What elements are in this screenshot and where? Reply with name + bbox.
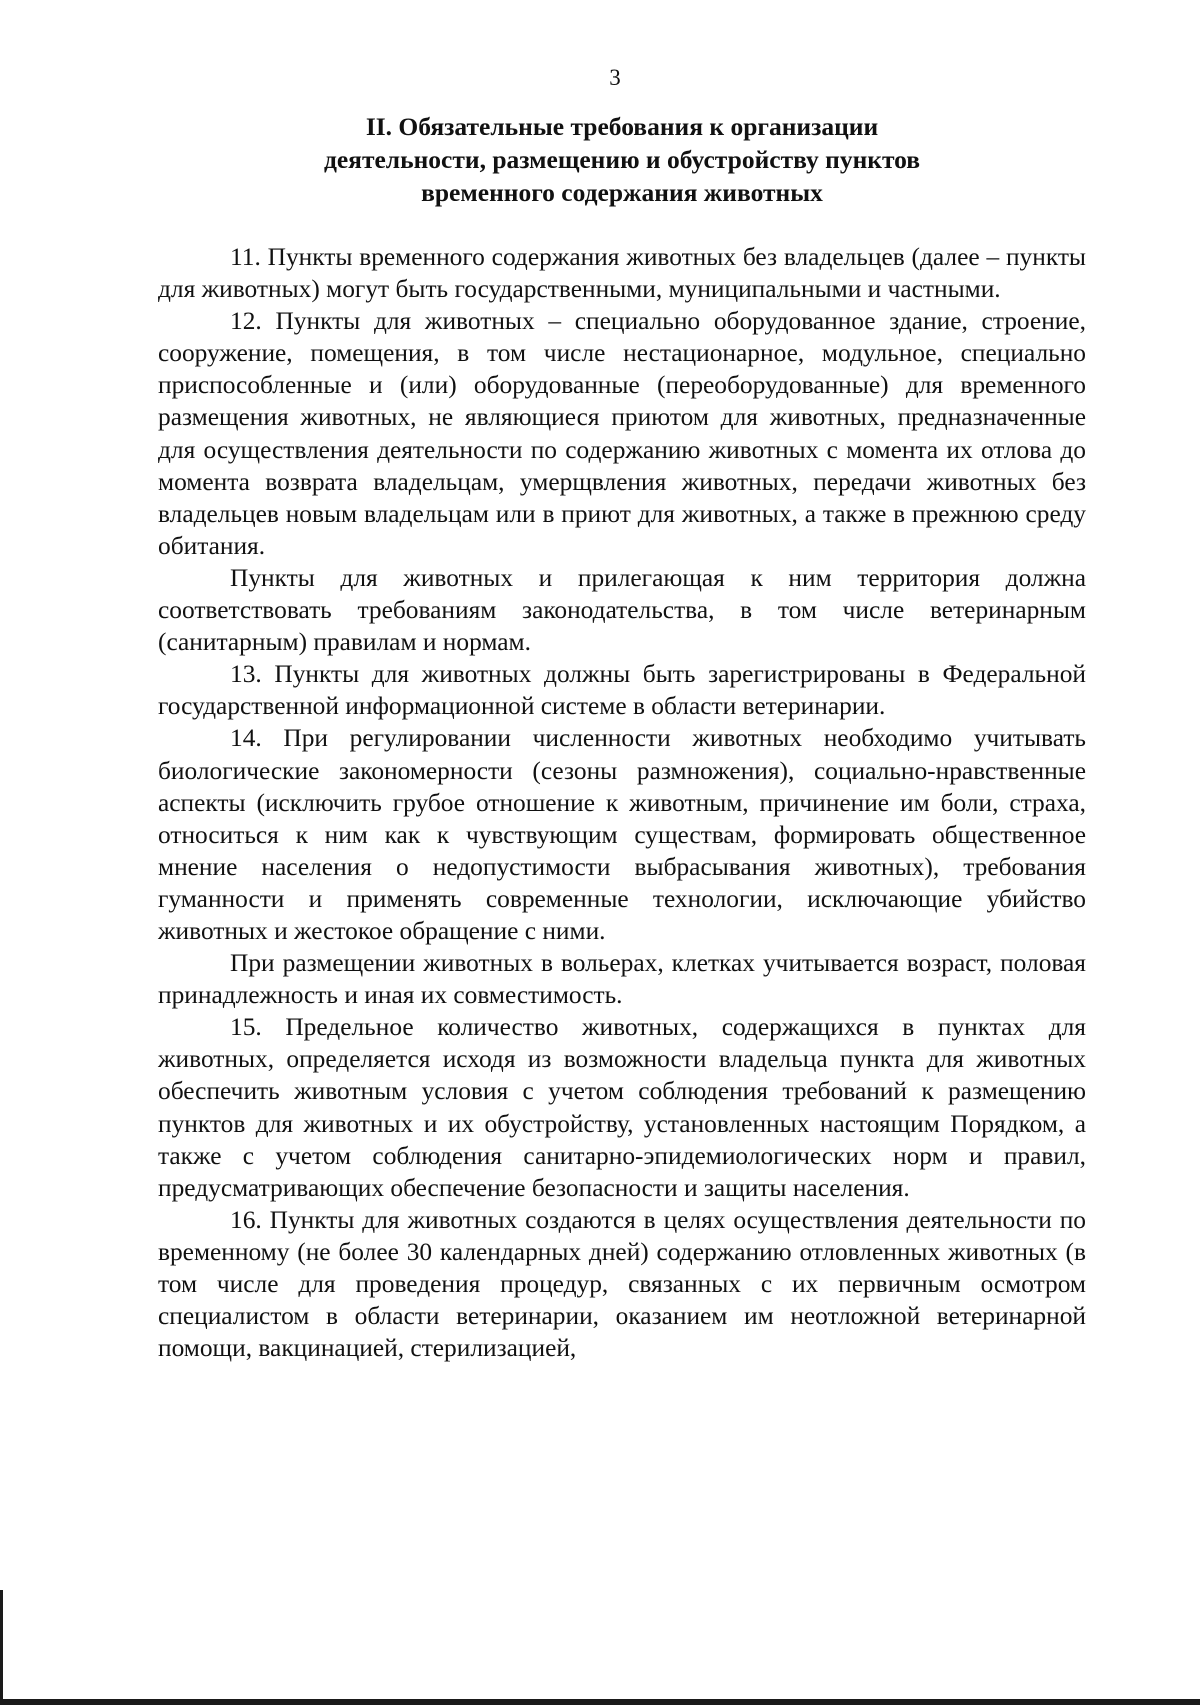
paragraph-item-13: 13. Пункты для животных должны быть зарегистрированы в Федеральной государственной информационной системе в области ветеринарии.: [158, 660, 1086, 721]
paragraph-item-14: 14. При регулировании численности животных необходимо учитывать биологические закономерности (сезоны размножения), социально-нравственные аспекты (исключить грубое отношение к животным, причинение им боли, страха, относиться к ним как к чувствующим существам, формировать общественное мнение населения о недопустимости выбрасывания животных), требования гуманности и применять современные технологии, исключающие убийство животных и жестокое обращение с ними.: [158, 724, 1086, 945]
section-heading-line-1: II. Обязательные требования к организации: [365, 112, 879, 141]
paragraph-item-12: 12. Пункты для животных – специально оборудованное здание, строение, сооружение, помещения, в том числе нестационарное, модульное, специально приспособленные и (или) оборудованные (переоборудованные) для временного размещения животных, не являющиеся приютом для животных, предназначенные для осуществления деятельности по содержанию животных с момента их отлова до момента возврата владельцам, умерщвления животных, передачи животных без владельцев новым владельцам или в приют для животных, а также в прежнюю среду обитания.: [158, 307, 1086, 560]
section-heading: [158, 110, 1086, 209]
paragraph-item-14-enclosures: При размещении животных в вольерах, клетках учитывается возраст, половая принадлежность и иная их совместимость.: [158, 949, 1086, 1010]
page-number: 3: [609, 65, 621, 90]
section-heading-line-2: деятельности, размещению и обустройству пунктов: [323, 145, 921, 174]
paragraph-item-16: 16. Пункты для животных создаются в целях осуществления деятельности по временному (не более 30 календарных дней) содержанию отловленных животных (в том числе для проведения процедур, связанных с их первичным осмотром специалистом в области ветеринарии, оказанием им неотложной ветеринарной помощи, вакцинацией, стерилизацией,: [158, 1205, 1086, 1363]
paragraph-item-11: 11. Пункты временного содержания животных без владельцев (далее – пункты для животных) могут быть государственными, муниципальными и частными.: [158, 243, 1086, 304]
section-heading-line-3: временного содержания животных: [421, 178, 823, 207]
scan-left-edge: [0, 1590, 3, 1705]
scan-bottom-edge: [0, 1699, 1200, 1705]
document-body: [158, 241, 1086, 1364]
paragraph-item-12-territory: Пункты для животных и прилегающая к ним территория должна соответствовать требованиям законодательства, в том числе ветеринарным (санитарным) правилам и нормам.: [158, 563, 1086, 657]
paragraph-item-15: 15. Предельное количество животных, содержащихся в пунктах для животных, определяется исходя из возможности владельца пункта для животных обеспечить животным условия с учетом соблюдения требований к размещению пунктов для животных и их обустройству, установленных настоящим Порядком, а также с учетом соблюдения санитарно-эпидемиологических норм и правил, предусматривающих обеспечение безопасности и защиты населения.: [158, 1013, 1086, 1202]
